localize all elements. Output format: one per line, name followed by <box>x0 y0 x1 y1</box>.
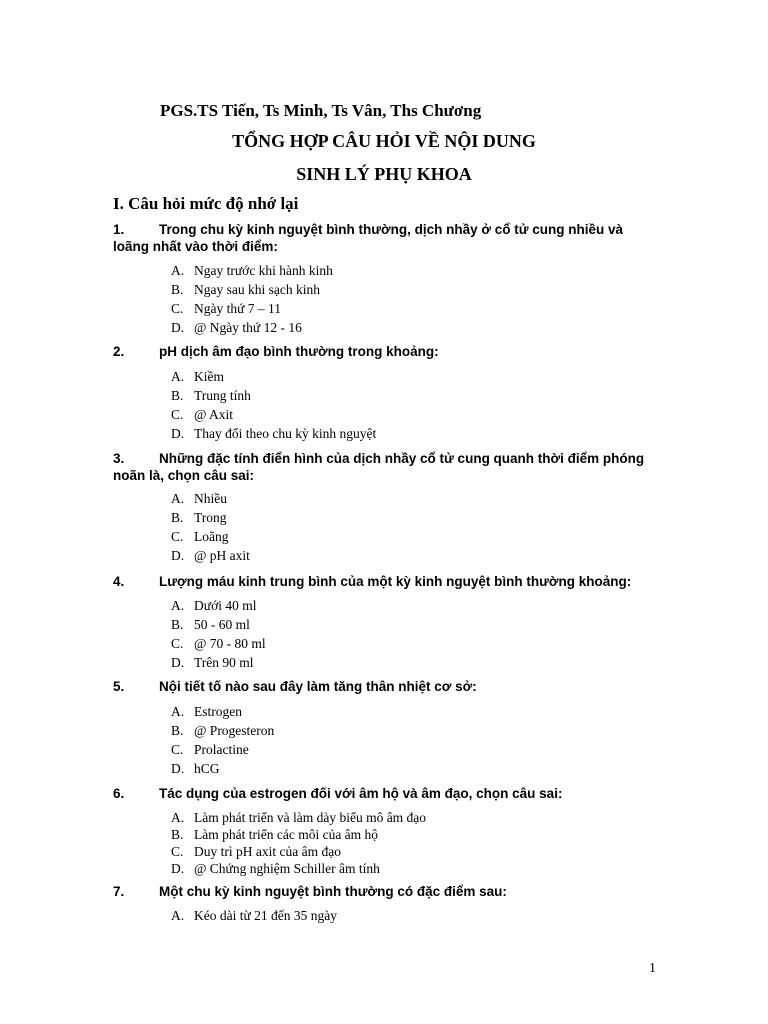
question-text: Nội tiết tố nào sau đây làm tăng thân nhiệt cơ sở: <box>159 679 477 694</box>
options-list-3 <box>171 489 250 565</box>
option-letter: A. <box>171 369 185 384</box>
question-number: 1. <box>113 222 125 237</box>
option-text: @ Progesteron <box>194 723 275 738</box>
option-text: @ pH axit <box>194 548 250 563</box>
question-text: Lượng máu kinh trung bình của một kỳ kinh nguyệt bình thường khoảng: <box>159 574 632 589</box>
question-text: Tác dụng của estrogen đối với âm hộ và âm đạo, chọn câu sai: <box>159 786 563 801</box>
document-title-line-1: TỔNG HỢP CÂU HỎI VỀ NỘI DUNG <box>232 131 536 151</box>
option-item <box>171 721 274 740</box>
option-letter: B. <box>171 388 184 403</box>
option-item <box>171 261 333 280</box>
option-text: Estrogen <box>194 704 242 719</box>
option-letter: A. <box>171 810 185 825</box>
option-text: @ Axit <box>194 407 234 422</box>
option-text: Trên 90 ml <box>194 655 254 670</box>
option-text: Thay đổi theo chu kỳ kinh nguyệt <box>194 426 377 441</box>
option-item <box>171 318 333 337</box>
option-item <box>171 702 274 721</box>
option-item <box>171 615 266 634</box>
option-text: Kiềm <box>194 369 224 384</box>
option-text: Duy trì pH axit của âm đạo <box>194 844 341 859</box>
option-text: Ngày thứ 7 – 11 <box>194 301 282 316</box>
question-number: 4. <box>113 574 125 589</box>
option-letter: B. <box>171 282 184 297</box>
option-letter: B. <box>171 723 184 738</box>
option-letter: D. <box>171 861 185 876</box>
option-letter: D. <box>171 655 185 670</box>
options-list-7 <box>171 906 337 925</box>
question-2 <box>113 343 658 360</box>
option-item <box>171 508 250 527</box>
question-1 <box>113 221 658 255</box>
question-number: 3. <box>113 451 125 466</box>
question-number: 5. <box>113 679 125 694</box>
option-item <box>171 759 274 778</box>
options-list-6 <box>171 809 426 877</box>
option-letter: D. <box>171 320 185 335</box>
option-item <box>171 367 376 386</box>
option-text: Làm phát triển và làm dày biểu mô âm đạo <box>194 810 427 825</box>
option-letter: C. <box>171 636 184 651</box>
option-item <box>171 826 426 843</box>
option-letter: A. <box>171 704 185 719</box>
option-letter: A. <box>171 263 185 278</box>
option-text: @ Ngày thứ 12 - 16 <box>194 320 302 335</box>
options-list-2 <box>171 367 376 443</box>
option-item <box>171 906 337 925</box>
option-text: Làm phát triển các môi của âm hộ <box>194 827 379 842</box>
option-text: Trong <box>194 510 227 525</box>
option-text: Loãng <box>194 529 229 544</box>
option-letter: B. <box>171 510 184 525</box>
option-text: @ 70 - 80 ml <box>194 636 266 651</box>
option-text: Ngay sau khi sạch kinh <box>194 282 320 297</box>
option-letter: B. <box>171 827 184 842</box>
option-item <box>171 653 266 672</box>
option-text: Ngay trước khi hành kinh <box>194 263 333 278</box>
option-letter: B. <box>171 617 184 632</box>
option-item <box>171 596 266 615</box>
option-letter: D. <box>171 761 185 776</box>
question-7 <box>113 883 658 900</box>
question-number: 2. <box>113 344 125 359</box>
option-text: Nhiều <box>194 491 227 506</box>
option-letter: C. <box>171 742 184 757</box>
option-letter: A. <box>171 598 185 613</box>
option-text: hCG <box>194 761 220 776</box>
option-letter: A. <box>171 491 185 506</box>
question-5 <box>113 678 658 695</box>
option-item <box>171 489 250 508</box>
option-text: 50 - 60 ml <box>194 617 250 632</box>
options-list-5 <box>171 702 274 778</box>
question-text: Một chu kỳ kinh nguyệt bình thường có đặc điểm sau: <box>159 884 507 899</box>
option-text: Dưới 40 ml <box>194 598 257 613</box>
question-text: Những đặc tính điển hình của dịch nhầy cổ tử cung quanh thời điểm phóng noãn là, chọn câu sai: <box>113 451 645 483</box>
option-text: Trung tính <box>194 388 251 403</box>
question-text: pH dịch âm đạo bình thường trong khoảng: <box>159 344 439 359</box>
option-letter: D. <box>171 548 185 563</box>
page-number: 1 <box>649 961 656 976</box>
option-item <box>171 634 266 653</box>
question-number: 7. <box>113 884 125 899</box>
option-letter: D. <box>171 426 185 441</box>
option-item <box>171 299 333 318</box>
section-heading: I. Câu hỏi mức độ nhớ lại <box>113 194 299 213</box>
option-letter: C. <box>171 844 184 859</box>
option-letter: C. <box>171 301 184 316</box>
option-item <box>171 280 333 299</box>
option-item <box>171 843 426 860</box>
authors-line: PGS.TS Tiến, Ts Minh, Ts Vân, Ths Chương <box>160 101 482 120</box>
option-item <box>171 424 376 443</box>
option-letter: A. <box>171 908 185 923</box>
option-item <box>171 740 274 759</box>
option-text: @ Chứng nghiệm Schiller âm tính <box>194 861 380 876</box>
question-number: 6. <box>113 786 125 801</box>
options-list-4 <box>171 596 266 672</box>
option-item <box>171 860 426 877</box>
option-letter: C. <box>171 407 184 422</box>
question-6 <box>113 785 658 802</box>
option-text: Kéo dài từ 21 đến 35 ngày <box>194 908 338 923</box>
option-letter: C. <box>171 529 184 544</box>
option-text: Prolactine <box>194 742 249 757</box>
option-item <box>171 546 250 565</box>
options-list-1 <box>171 261 333 337</box>
question-4 <box>113 573 658 590</box>
option-item <box>171 527 250 546</box>
document-title-line-2: SINH LÝ PHỤ KHOA <box>296 164 472 184</box>
question-3 <box>113 450 658 484</box>
option-item <box>171 386 376 405</box>
option-item <box>171 809 426 826</box>
option-item <box>171 405 376 424</box>
question-text: Trong chu kỳ kinh nguyệt bình thường, dịch nhầy ở cổ tử cung nhiều và loãng nhất vào thời điểm: <box>113 222 624 254</box>
